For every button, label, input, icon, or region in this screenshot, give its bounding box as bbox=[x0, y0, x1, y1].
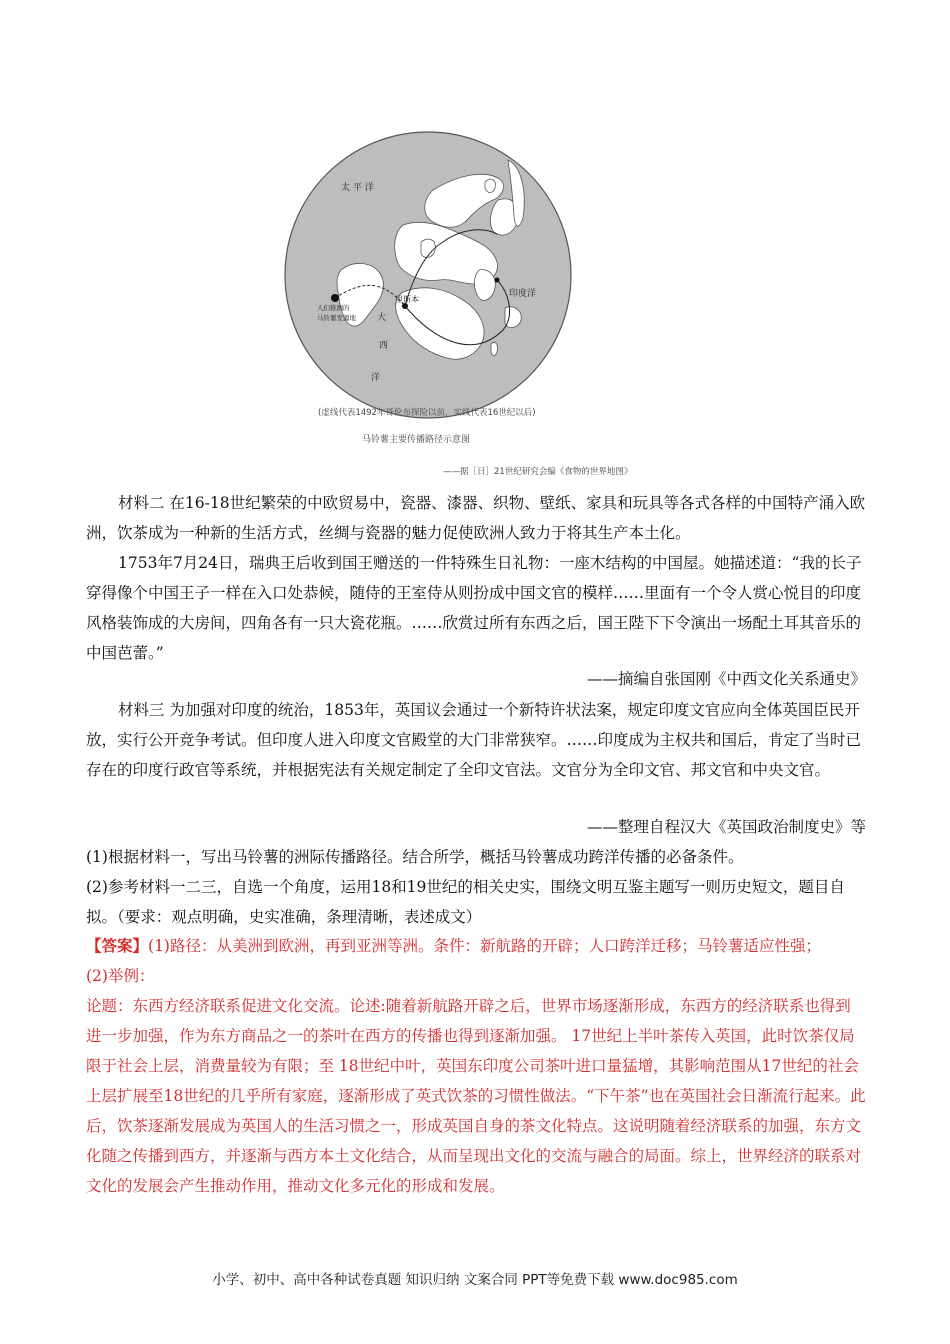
answer-part-1: (1)路径：从美洲到欧洲，再到亚洲等洲。条件：新航路的开辟；人口跨洋迁移；马铃薯适应性强； bbox=[148, 937, 821, 955]
potato-route-map bbox=[283, 130, 573, 420]
globe-map-graphic bbox=[283, 130, 573, 420]
answer-line-1 bbox=[86, 931, 866, 961]
atlantic-label-2: 西 bbox=[379, 341, 389, 351]
map-legend-caption: (虚线代表1492年哥伦布探险以前，实线代表16世纪以后) bbox=[318, 408, 536, 418]
answer-tag: 【答案】 bbox=[86, 936, 149, 955]
material2-paragraph-2: 1753年7月24日，瑞典王后收到国王赠送的一件特殊生日礼物：一座木结构的中国屋。她描述道：“我的长子穿得像个中国王子一样在入口处恭候，随侍的王室侍从则扮成中国文官的模样……里面有一个令人赏心悦目的印度风格装饰成的大房间，四角各有一只大瓷花瓶。……欣赏过所有东西之后，国王陛下下令演出一场配土耳其音乐的中国芭蕾。” bbox=[86, 554, 862, 662]
answer-part-2-heading: (2)举例： bbox=[86, 967, 155, 985]
material3-paragraph: 材料三 为加强对印度的统治，1853年，英国议会通过一个新特许状法案，规定印度文官应向全体英国臣民开放，实行公开竞争考试。但印度人进入印度文官殿堂的大门非常狭窄。……印度成为主权共和国后，肯定了当时已存在的印度行政官等系统，并根据宪法有关规定制定了全印文官法。文官分为全印文官、邦文官和中央文官。 bbox=[86, 701, 862, 779]
material2-paragraph-1: 材料二 在16-18世纪繁荣的中欧贸易中，瓷器、漆器、织物、壁纸、家具和玩具等各式各样的中国特产涌入欧洲，饮茶成为一种新的生活方式，丝绸与瓷器的魅力促使欧洲人致力于将其生产本土化。 bbox=[86, 494, 866, 542]
indian-label: 印度洋 bbox=[509, 289, 537, 299]
material3-source: ——整理自程汉大《英国政治制度史》等 bbox=[586, 818, 866, 836]
lisbon-label: 里斯本 bbox=[395, 295, 419, 304]
origin-dot bbox=[331, 294, 339, 302]
material2-source: ——摘编自张国刚《中西文化关系通史》 bbox=[586, 670, 866, 688]
page-footer: 小学、初中、高中各种试卷真题 知识归纳 文案合同 PPT等免费下载 www.doc985.com bbox=[212, 1272, 738, 1288]
map-title: 马铃薯主要传播路径示意图 bbox=[362, 435, 471, 445]
pacific-label: 太 平 洋 bbox=[341, 183, 374, 193]
question-1: (1)根据材料一，写出马铃薯的洲际传播路径。结合所学，概括马铃薯成功跨洋传播的必备条件。 bbox=[86, 848, 744, 866]
india-dot bbox=[495, 278, 500, 283]
map-source: ——据［日］21世纪研究会编《食物的世界地图》 bbox=[443, 467, 633, 477]
origin-label-1: 人们推测的 bbox=[317, 304, 350, 312]
answer-essay: 论题：东西方经济联系促进文化交流。论述:随着新航路开辟之后，世界市场逐渐形成，东西方的经济联系也得到进一步加强，作为东方商品之一的茶叶在西方的传播也得到逐渐加强。 17世纪上半叶茶传入英国，此时饮茶仅局限于社会上层，消费量较为有限；至 18世纪中叶，英国东印度公司茶叶进口量猛增，其影响范围从17世纪的社会上层扩展至18世纪的几乎所有家庭，逐渐形成了英式饮茶的习惯性做法。“下午茶”也在英国社会日渐流行起来。此后，饮茶逐渐发展成为英国人的生活习惯之一，形成英国自身的茶文化特点。这说明随着经济联系的加强，东方文化随之传播到西方，并逐渐与西方本土文化结合，从而呈现出文化的交流与融合的局面。综上，世界经济的联系对文化的发展会产生推动作用，推动文化多元化的形成和发展。 bbox=[86, 997, 866, 1195]
atlantic-label-1: 大 bbox=[377, 313, 387, 323]
origin-label-2: 马铃薯发源地 bbox=[317, 314, 356, 322]
atlantic-label-3: 洋 bbox=[371, 373, 381, 383]
question-2: (2)参考材料一二三，自选一个角度，运用18和19世纪的相关史实，围绕文明互鉴主题写一则历史短文，题目自拟。（要求：观点明确，史实准确，条理清晰，表述成文） bbox=[86, 878, 845, 926]
